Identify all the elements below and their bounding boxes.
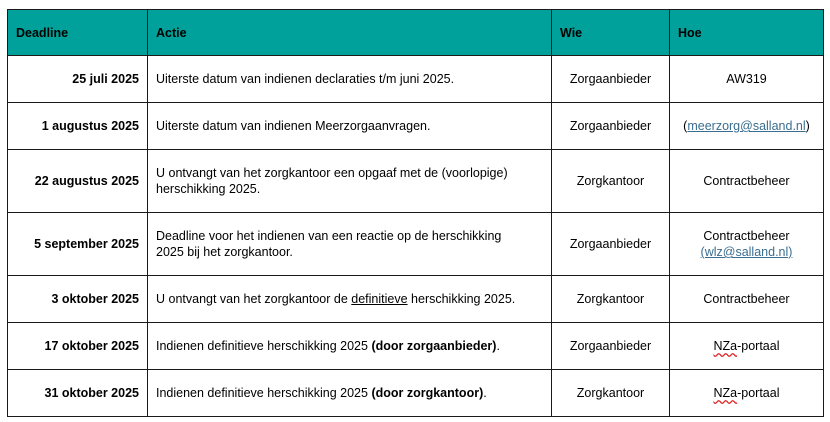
hoe-text: -portaal bbox=[737, 339, 780, 353]
header-hoe: Hoe bbox=[670, 10, 824, 56]
table-row bbox=[8, 213, 824, 276]
hoe-cell: AW319 bbox=[670, 56, 824, 103]
table-header bbox=[8, 10, 824, 56]
hoe-line: Contractbeheer bbox=[703, 229, 790, 243]
actie-cell bbox=[148, 276, 552, 323]
wie-cell: Zorgkantoor bbox=[552, 276, 670, 323]
wlz-email-link[interactable]: (wlz@salland.nl) bbox=[700, 245, 793, 259]
actie-line: herschikking 2025. bbox=[156, 182, 261, 196]
header-wie: Wie bbox=[552, 10, 670, 56]
actie-bold-text: (door zorgaanbieder) bbox=[371, 339, 497, 353]
hoe-cell bbox=[670, 213, 824, 276]
deadline-cell: 3 oktober 2025 bbox=[8, 276, 148, 323]
actie-cell bbox=[148, 323, 552, 370]
deadline-cell: 25 juli 2025 bbox=[8, 56, 148, 103]
hoe-text: -portaal bbox=[737, 386, 780, 400]
hoe-cell: Contractbeheer bbox=[670, 276, 824, 323]
actie-text: . bbox=[483, 386, 487, 400]
actie-cell: Uiterste datum van indienen declaraties t/m juni 2025. bbox=[148, 56, 552, 103]
wie-cell: Zorgaanbieder bbox=[552, 323, 670, 370]
table-row bbox=[8, 276, 824, 323]
hoe-cell: Contractbeheer bbox=[670, 150, 824, 213]
deadline-cell: 31 oktober 2025 bbox=[8, 370, 148, 417]
deadline-cell: 1 augustus 2025 bbox=[8, 103, 148, 150]
actie-cell bbox=[148, 150, 552, 213]
actie-text: herschikking 2025. bbox=[407, 292, 516, 306]
actie-line: 2025 bij het zorgkantoor. bbox=[156, 245, 293, 259]
actie-cell bbox=[148, 370, 552, 417]
hoe-cell bbox=[670, 323, 824, 370]
wie-cell: Zorgaanbieder bbox=[552, 213, 670, 276]
table-row bbox=[8, 56, 824, 103]
deadline-schedule-table bbox=[7, 9, 824, 417]
wie-cell: Zorgaanbieder bbox=[552, 56, 670, 103]
deadline-cell: 22 augustus 2025 bbox=[8, 150, 148, 213]
actie-cell: Uiterste datum van indienen Meerzorgaanvragen. bbox=[148, 103, 552, 150]
actie-text: U ontvangt van het zorgkantoor de bbox=[156, 292, 352, 306]
meerzorg-email-link[interactable]: meerzorg@salland.nl bbox=[687, 119, 806, 133]
actie-text: . bbox=[496, 339, 500, 353]
hoe-cell bbox=[670, 370, 824, 417]
wie-cell: Zorgkantoor bbox=[552, 150, 670, 213]
actie-line: U ontvangt van het zorgkantoor een opgaaf met de (voorlopige) bbox=[156, 166, 508, 180]
header-row bbox=[8, 10, 824, 56]
deadline-cell: 17 oktober 2025 bbox=[8, 323, 148, 370]
actie-line: Deadline voor het indienen van een reactie op de herschikking bbox=[156, 229, 502, 243]
deadline-cell: 5 september 2025 bbox=[8, 213, 148, 276]
spellcheck-flagged-word: NZa bbox=[713, 339, 738, 353]
paren-close: ) bbox=[805, 119, 810, 133]
actie-cell bbox=[148, 213, 552, 276]
hoe-cell bbox=[670, 103, 824, 150]
header-deadline: Deadline bbox=[8, 10, 148, 56]
header-actie: Actie bbox=[148, 10, 552, 56]
wie-cell: Zorgkantoor bbox=[552, 370, 670, 417]
table-body bbox=[8, 56, 824, 417]
actie-bold-text: (door zorgkantoor) bbox=[371, 386, 484, 400]
wie-cell: Zorgaanbieder bbox=[552, 103, 670, 150]
actie-text: Indienen definitieve herschikking 2025 bbox=[156, 339, 372, 353]
actie-text: Indienen definitieve herschikking 2025 bbox=[156, 386, 372, 400]
table-row bbox=[8, 150, 824, 213]
table-row bbox=[8, 103, 824, 150]
paren-open: ( bbox=[683, 119, 688, 133]
actie-underlined-text: definitieve bbox=[351, 292, 408, 306]
spellcheck-flagged-word: NZa bbox=[713, 386, 738, 400]
table-row bbox=[8, 323, 824, 370]
table-row bbox=[8, 370, 824, 417]
